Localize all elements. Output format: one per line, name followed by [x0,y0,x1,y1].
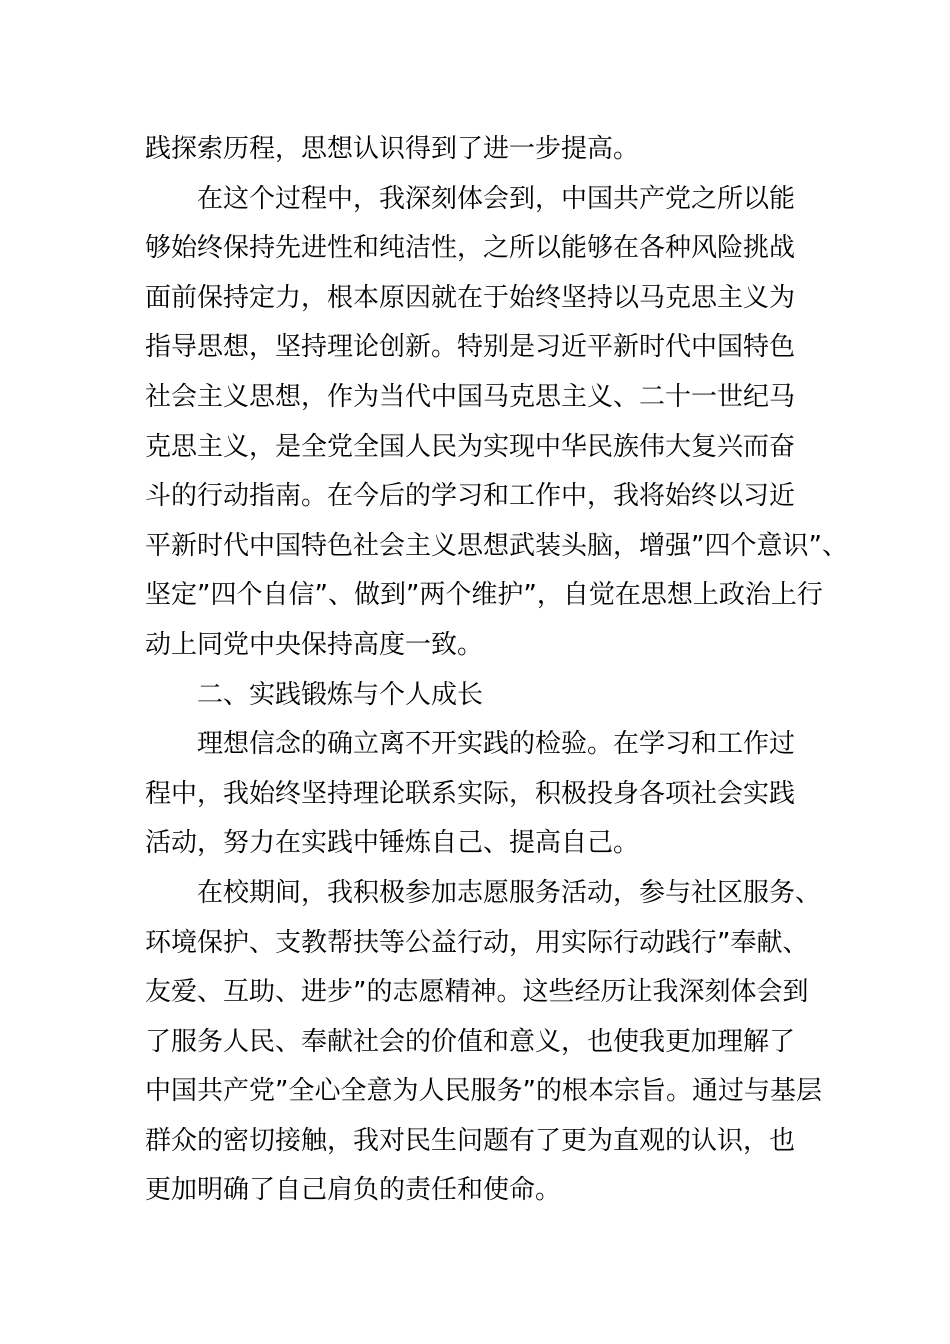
text-line: 践探索历程，思想认识得到了进一步提高。 [145,134,640,164]
text-line: 理想信念的确立离不开实践的检验。在学习和工作过 [197,729,796,760]
text-line: 群众的密切接触，我对民生问题有了更为直观的认识，也 [145,1125,796,1156]
text-line: 面前保持定力，根本原因就在于始终坚持以马克思主义为 [145,282,796,313]
text-line: 更加明确了自己肩负的责任和使命。 [145,1175,562,1206]
text-line: 友爱、互助、进步”的志愿精神。这些经历让我深刻体会到 [145,977,809,1008]
text-line: 平新时代中国特色社会主义思想武装头脑，增强”四个意识”、 [145,530,848,561]
text-line: 坚定”四个自信”、做到”两个维护”，自觉在思想上政治上行 [145,580,823,611]
text-line: 在校期间，我积极参加志愿服务活动，参与社区服务、 [197,877,822,908]
text-line: 社会主义思想，作为当代中国马克思主义、二十一世纪马 [145,381,796,412]
text-line: 克思主义，是全党全国人民为实现中华民族伟大复兴而奋 [145,431,796,462]
text-line: 指导思想，坚持理论创新。特别是习近平新时代中国特色 [145,332,796,363]
text-line: 二、实践锻炼与个人成长 [197,679,484,710]
text-line: 中国共产党”全心全意为人民服务”的根本宗旨。通过与基层 [145,1076,822,1107]
text-line: 斗的行动指南。在今后的学习和工作中，我将始终以习近 [145,481,796,512]
text-line: 够始终保持先进性和纯洁性，之所以能够在各种风险挑战 [145,233,796,264]
text-line: 在这个过程中，我深刻体会到，中国共产党之所以能 [197,183,796,214]
text-line: 动上同党中央保持高度一致。 [145,629,484,660]
text-line: 了服务人民、奉献社会的价值和意义，也使我更加理解了 [145,1026,796,1057]
text-line: 活动，努力在实践中锤炼自己、提高自己。 [145,828,640,859]
text-line: 环境保护、支教帮扶等公益行动，用实际行动践行”奉献、 [145,927,809,958]
text-line: 程中，我始终坚持理论联系实际，积极投身各项社会实践 [145,778,796,809]
document-body [145,125,848,1216]
